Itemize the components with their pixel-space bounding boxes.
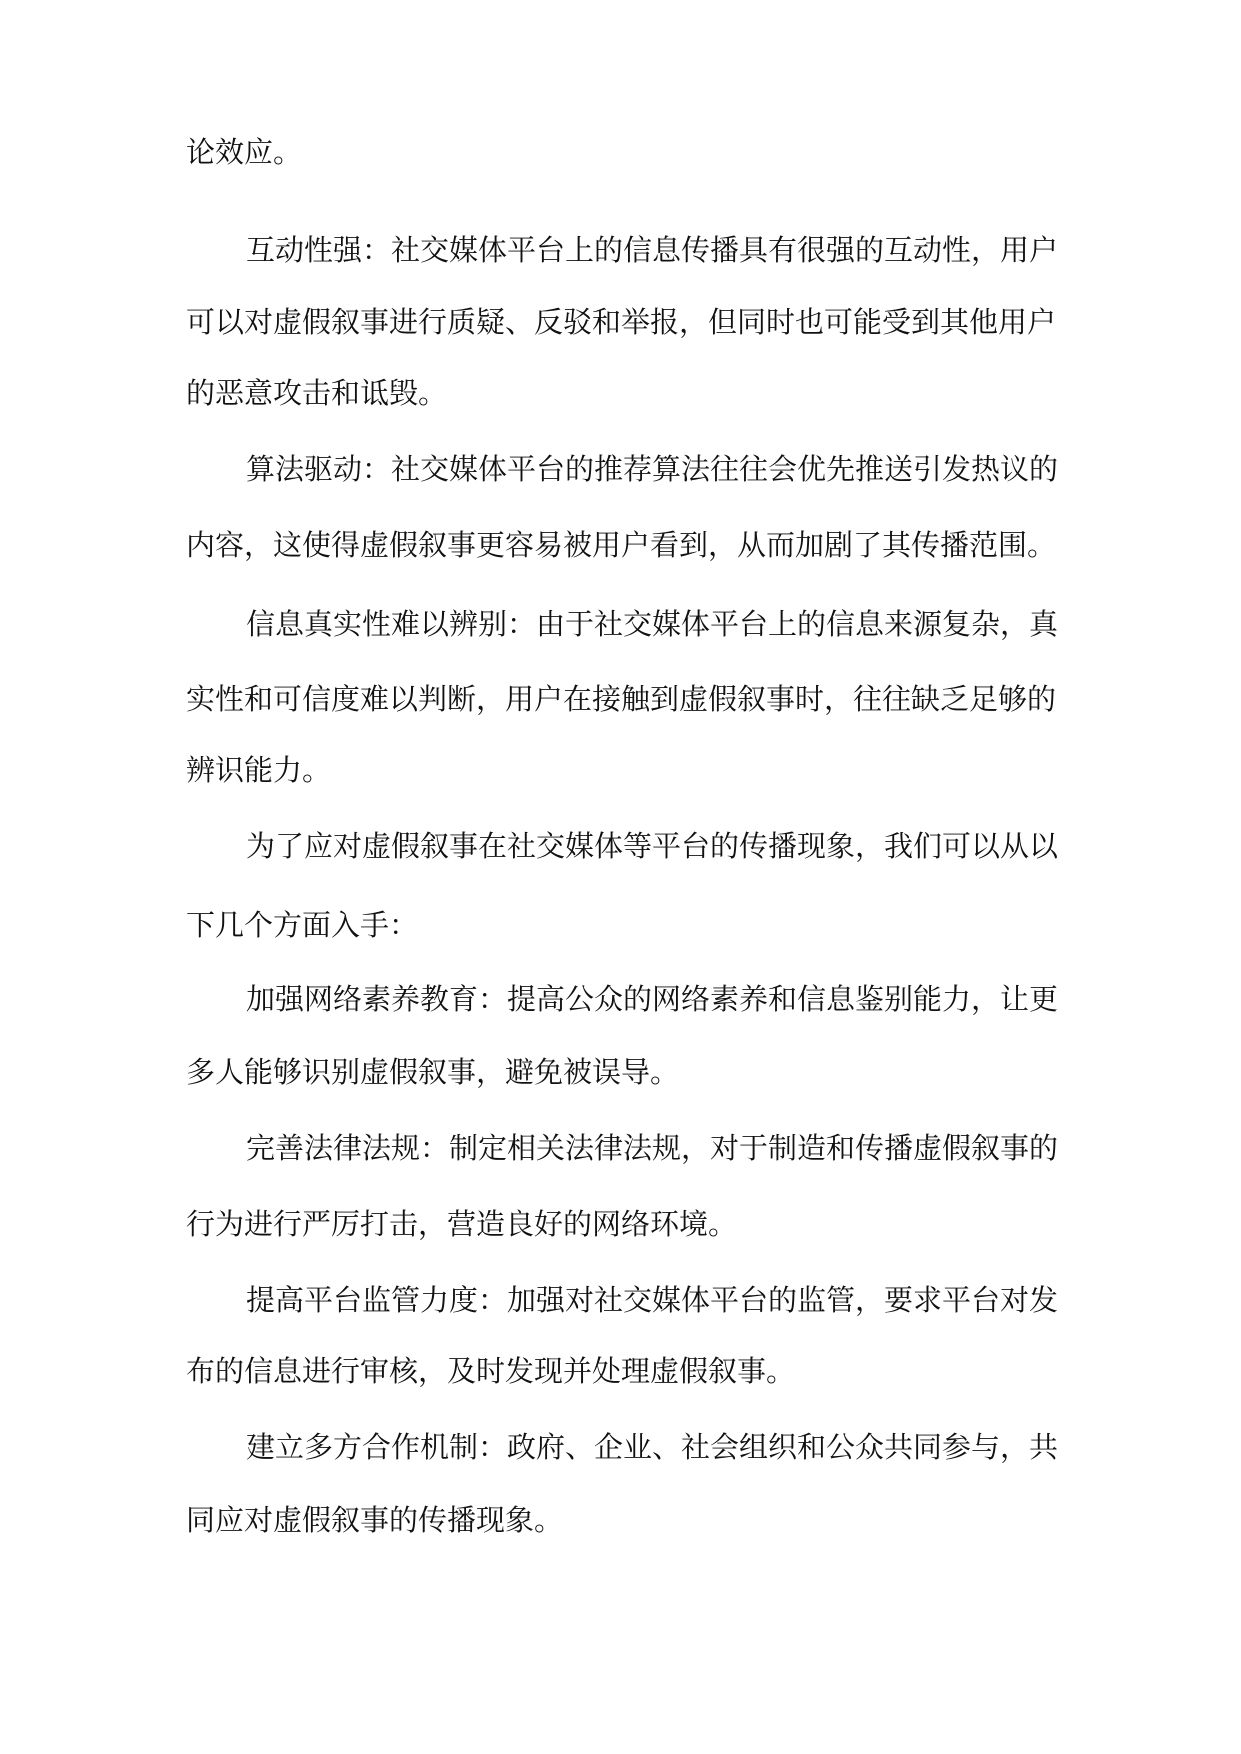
text-line-content: 同应对虚假叙事的传播现象。 — [186, 1503, 564, 1537]
text-line-content: 的恶意攻击和诋毁。 — [186, 376, 448, 410]
text-line-content: 算法驱动：社交媒体平台的推荐算法往往会优先推送引发热议的 — [246, 452, 1059, 486]
paragraph-first-line — [0, 1423, 1241, 1471]
text-line — [0, 369, 1241, 417]
text-line — [0, 1496, 1241, 1544]
paragraph-first-line — [0, 445, 1241, 493]
text-line — [0, 675, 1241, 723]
paragraph-first-line — [0, 1276, 1241, 1324]
text-line-content: 完善法律法规：制定相关法律法规，对于制造和传播虚假叙事的 — [246, 1131, 1059, 1165]
text-line — [0, 901, 1241, 949]
text-line — [0, 746, 1241, 794]
text-line-content: 下几个方面入手： — [186, 908, 419, 942]
text-line — [0, 521, 1241, 569]
paragraph-first-line — [0, 822, 1241, 870]
text-line — [0, 128, 1241, 176]
paragraph-first-line — [0, 975, 1241, 1023]
text-line-content: 实性和可信度难以判断，用户在接触到虚假叙事时，往往缺乏足够的 — [186, 682, 1057, 716]
text-line — [0, 1347, 1241, 1395]
text-line-content: 行为进行严厉打击，营造良好的网络环境。 — [186, 1207, 738, 1241]
text-line-content: 论效应。 — [186, 135, 303, 169]
text-line-content: 多人能够识别虚假叙事，避免被误导。 — [186, 1055, 680, 1089]
text-line-content: 提高平台监管力度：加强对社交媒体平台的监管，要求平台对发 — [246, 1283, 1059, 1317]
text-line — [0, 1200, 1241, 1248]
text-line-content: 加强网络素养教育：提高公众的网络素养和信息鉴别能力，让更 — [246, 982, 1059, 1016]
text-line-content: 互动性强：社交媒体平台上的信息传播具有很强的互动性，用户 — [246, 233, 1059, 267]
text-line-content: 辨识能力。 — [186, 753, 332, 787]
paragraph-first-line — [0, 226, 1241, 274]
text-line-content: 信息真实性难以辨别：由于社交媒体平台上的信息来源复杂，真 — [246, 607, 1059, 641]
paragraph-first-line — [0, 600, 1241, 648]
text-line-content: 建立多方合作机制：政府、企业、社会组织和公众共同参与，共 — [246, 1430, 1059, 1464]
text-line-content: 为了应对虚假叙事在社交媒体等平台的传播现象，我们可以从以 — [246, 829, 1059, 863]
text-line-content: 可以对虚假叙事进行质疑、反驳和举报，但同时也可能受到其他用户 — [186, 305, 1057, 339]
text-line — [0, 298, 1241, 346]
text-line-content: 布的信息进行审核，及时发现并处理虚假叙事。 — [186, 1354, 796, 1388]
text-line — [0, 1048, 1241, 1096]
paragraph-first-line — [0, 1124, 1241, 1172]
text-line-content: 内容，这使得虚假叙事更容易被用户看到，从而加剧了其传播范围。 — [186, 528, 1057, 562]
